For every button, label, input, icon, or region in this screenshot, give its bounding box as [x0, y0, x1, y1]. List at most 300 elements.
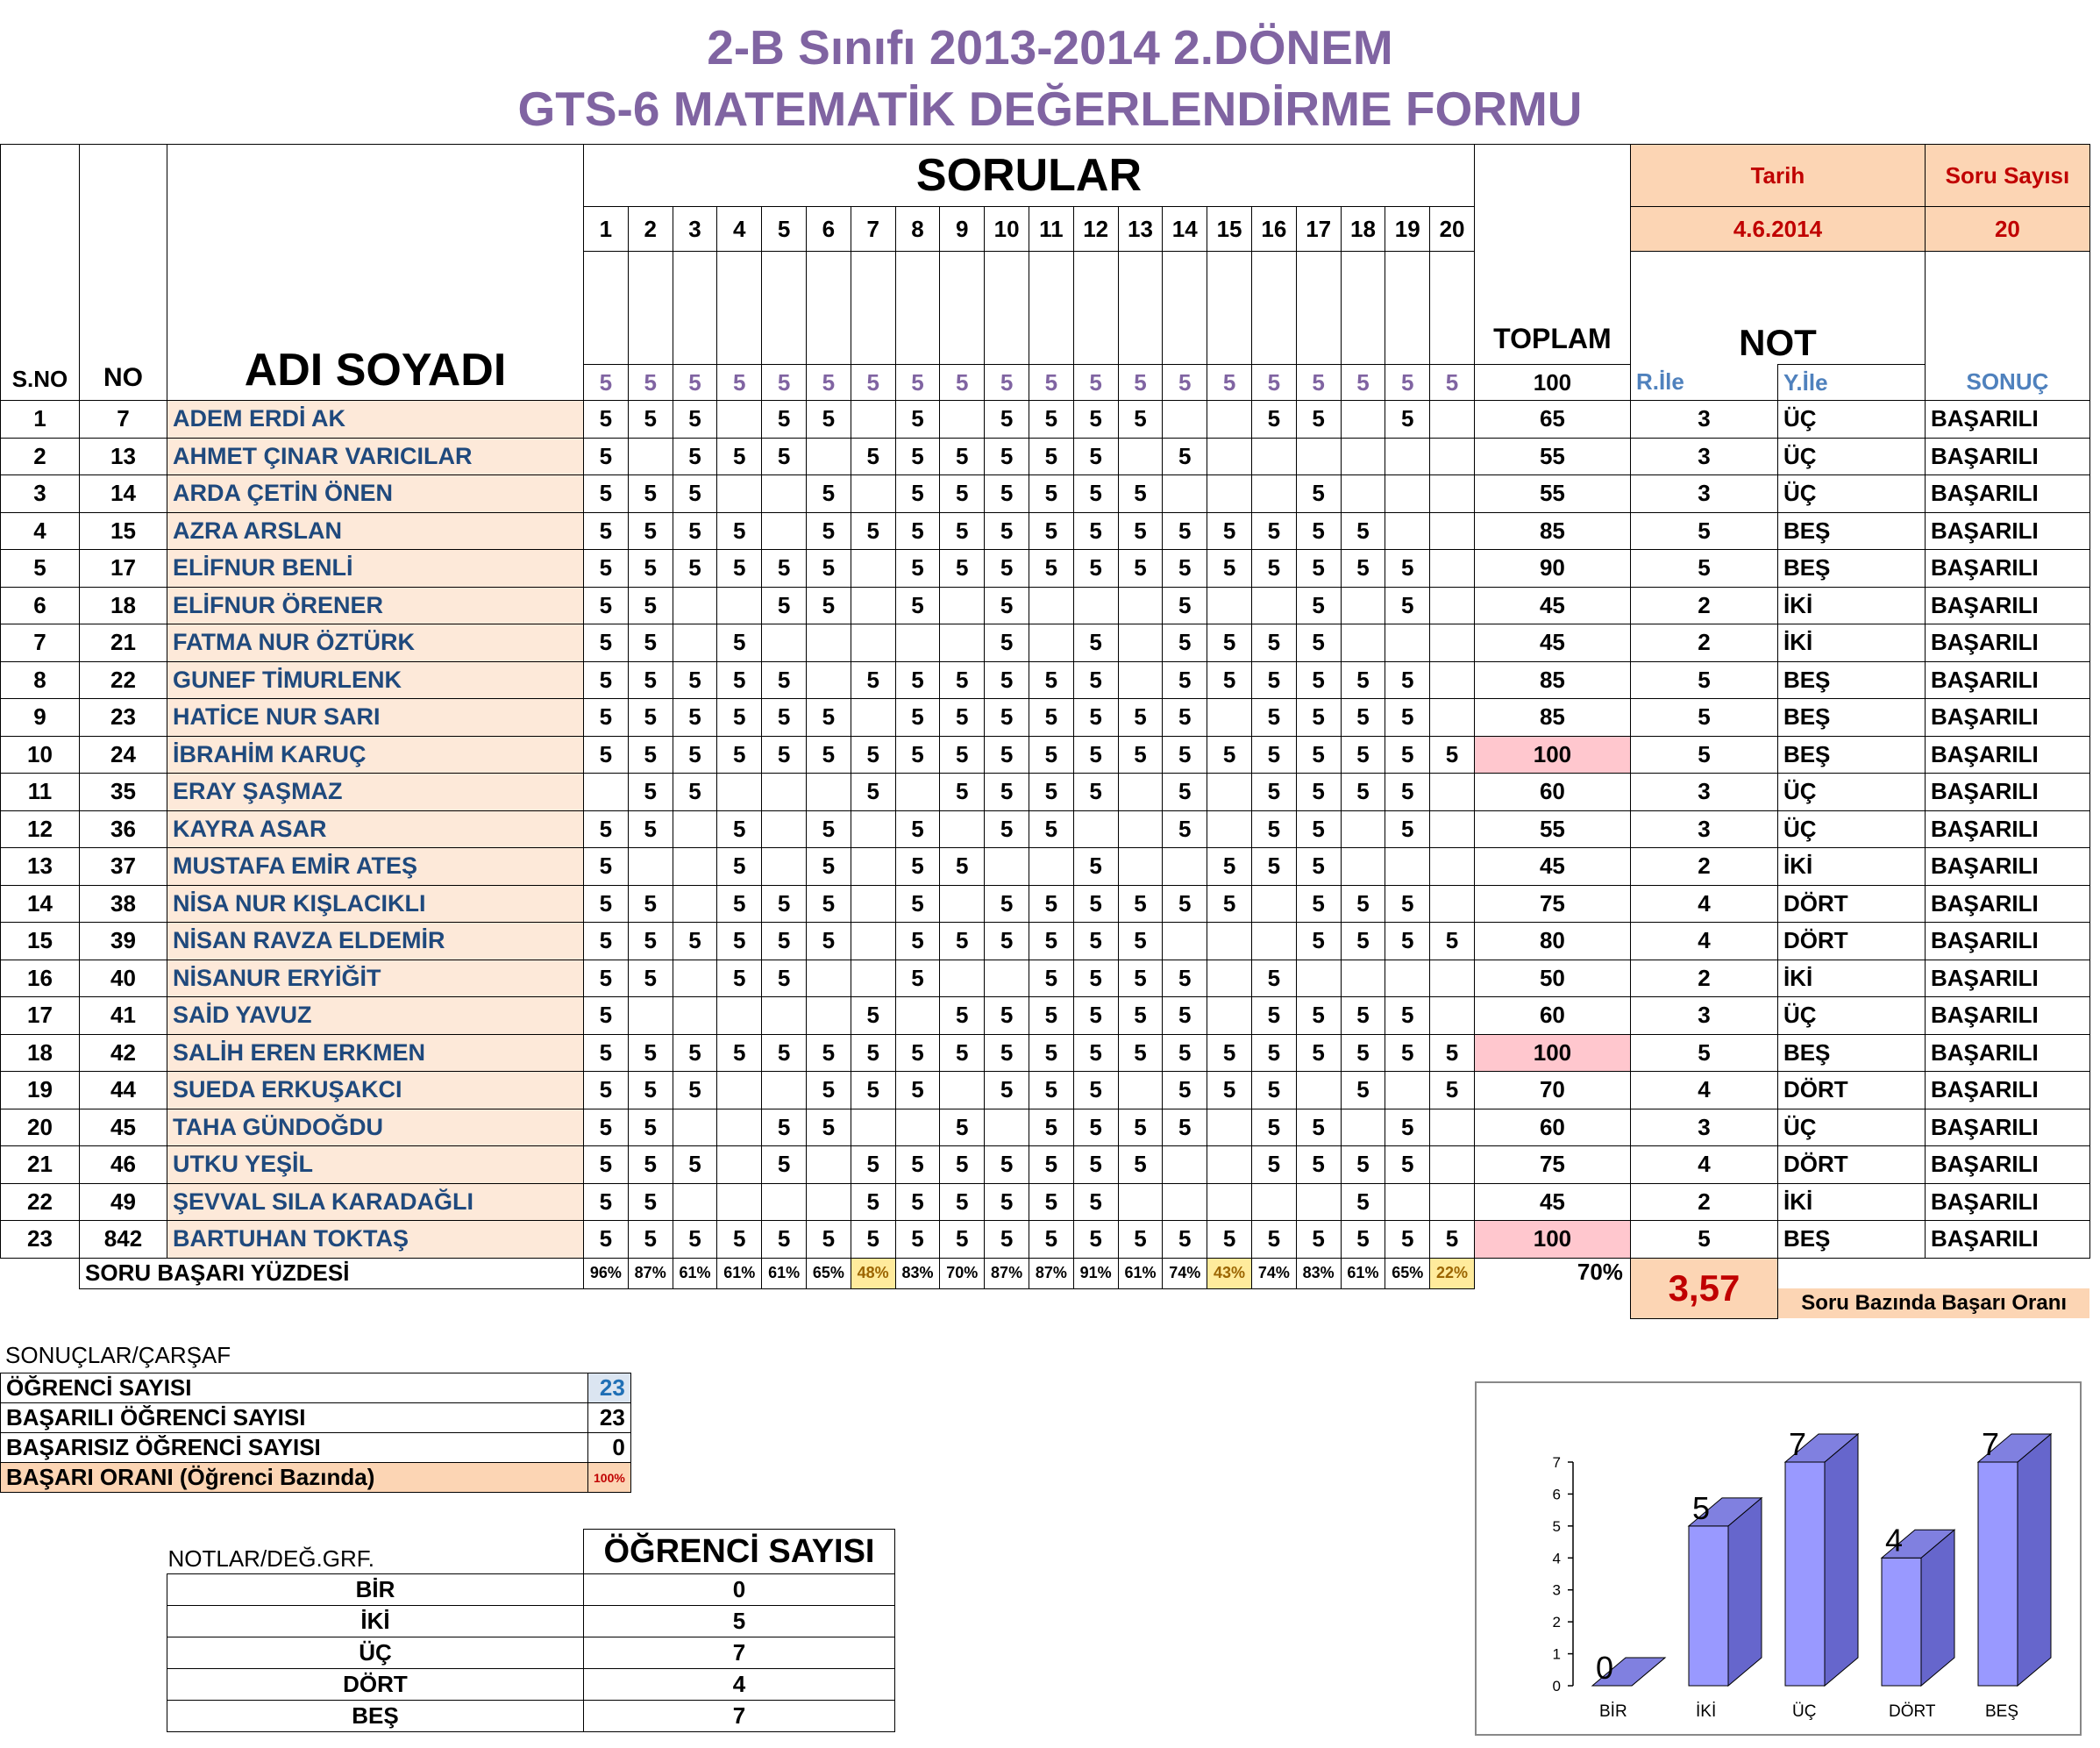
row-score: 5: [1118, 923, 1163, 960]
row-score: [673, 624, 717, 662]
row-score: [1341, 960, 1385, 997]
row-score: [717, 475, 762, 513]
row-score: [1251, 438, 1296, 475]
table-row: [1, 587, 2090, 624]
row-result: BAŞARILI: [1925, 401, 2089, 439]
row-no: 24: [80, 736, 167, 774]
header-blank: [1925, 252, 2089, 365]
row-score: 5: [1296, 661, 1341, 699]
row-name: ELİFNUR BENLİ: [167, 550, 584, 588]
row-result: BAŞARILI: [1925, 587, 2089, 624]
row-score: 5: [940, 736, 985, 774]
row-score: 5: [940, 1109, 985, 1146]
row-result: BAŞARILI: [1925, 1183, 2089, 1221]
row-y-grade: BEŞ: [1777, 736, 1925, 774]
row-score: 5: [1207, 624, 1252, 662]
row-score: 5: [1029, 550, 1073, 588]
row-score: [940, 624, 985, 662]
row-sno: 18: [1, 1034, 80, 1072]
row-score: 5: [1251, 810, 1296, 848]
row-score: 5: [940, 1221, 985, 1259]
table-row: [1, 550, 2090, 588]
row-score: 5: [1341, 512, 1385, 550]
row-score: 5: [1296, 736, 1341, 774]
row-score: 5: [1385, 810, 1430, 848]
row-total: 100: [1474, 736, 1630, 774]
row-sno: 22: [1, 1183, 80, 1221]
row-score: [1430, 661, 1475, 699]
row-score: 5: [762, 960, 807, 997]
question-points: 5: [1118, 365, 1163, 401]
grade-count: 7: [584, 1701, 895, 1732]
row-score: 5: [1118, 1109, 1163, 1146]
row-r-grade: 3: [1630, 774, 1777, 811]
row-score: 5: [1073, 699, 1118, 737]
row-no: 23: [80, 699, 167, 737]
category-label: İKİ: [1696, 1702, 1717, 1721]
row-score: 5: [985, 512, 1029, 550]
row-score: 5: [806, 512, 851, 550]
row-score: 5: [1073, 960, 1118, 997]
bar-value-label: 4: [1884, 1522, 1904, 1559]
row-score: 5: [1341, 885, 1385, 923]
row-score: 5: [940, 1146, 985, 1184]
table-row: [1, 810, 2090, 848]
row-score: [806, 438, 851, 475]
row-score: 5: [1341, 736, 1385, 774]
row-score: [1430, 1183, 1475, 1221]
row-score: 5: [1118, 401, 1163, 439]
row-score: [895, 624, 940, 662]
row-total: 45: [1474, 1183, 1630, 1221]
row-score: 5: [851, 1221, 895, 1259]
category-label: ÜÇ: [1792, 1702, 1817, 1721]
row-result: BAŞARILI: [1925, 1072, 2089, 1109]
row-score: 5: [628, 1072, 673, 1109]
bar-front: [1785, 1462, 1825, 1686]
question-number: 1: [584, 207, 629, 252]
question-number: 12: [1073, 207, 1118, 252]
row-score: 5: [1163, 1221, 1207, 1259]
row-total: 60: [1474, 774, 1630, 811]
row-score: 5: [1029, 997, 1073, 1035]
row-score: 5: [1296, 810, 1341, 848]
row-score: 5: [895, 736, 940, 774]
row-score: 5: [762, 401, 807, 439]
y-tick-label: 6: [1552, 1486, 1561, 1503]
grades-label: NOTLAR/DEĞ.GRF.: [167, 1530, 584, 1574]
row-score: 5: [1341, 550, 1385, 588]
row-score: 5: [1207, 1072, 1252, 1109]
row-sno: 17: [1, 997, 80, 1035]
row-score: 5: [717, 885, 762, 923]
row-score: [1430, 1146, 1475, 1184]
question-blank: [673, 252, 717, 365]
row-name: TAHA GÜNDOĞDU: [167, 1109, 584, 1146]
question-points: 5: [1207, 365, 1252, 401]
question-success-pct: 74%: [1251, 1258, 1296, 1288]
grade-name: BEŞ: [167, 1701, 584, 1732]
question-success-pct: 83%: [895, 1258, 940, 1288]
row-score: [1207, 923, 1252, 960]
row-score: 5: [1385, 1221, 1430, 1259]
table-row: [1, 512, 2090, 550]
row-sno: 5: [1, 550, 80, 588]
row-score: [1430, 438, 1475, 475]
question-success-pct: 74%: [1163, 1258, 1207, 1288]
row-score: 5: [895, 401, 940, 439]
table-row: [1, 736, 2090, 774]
summary-row: [1, 1373, 631, 1403]
row-y-grade: İKİ: [1777, 1183, 1925, 1221]
row-score: 5: [717, 661, 762, 699]
row-score: 5: [1207, 848, 1252, 886]
row-score: [851, 885, 895, 923]
header-no: NO: [80, 145, 167, 401]
row-score: [1430, 774, 1475, 811]
row-score: 5: [1073, 848, 1118, 886]
row-score: 5: [1163, 774, 1207, 811]
row-score: 5: [584, 1221, 629, 1259]
row-score: [1341, 624, 1385, 662]
row-score: 5: [1029, 1221, 1073, 1259]
row-score: 5: [1073, 1072, 1118, 1109]
row-score: 5: [584, 438, 629, 475]
row-score: [1207, 401, 1252, 439]
bar-side: [1728, 1498, 1762, 1686]
row-score: 5: [985, 438, 1029, 475]
row-score: 5: [1073, 1034, 1118, 1072]
row-score: 5: [1296, 699, 1341, 737]
row-score: [1430, 587, 1475, 624]
row-score: [1430, 401, 1475, 439]
question-number: 16: [1251, 207, 1296, 252]
summary-value: 0: [588, 1433, 631, 1463]
grade-name: İKİ: [167, 1606, 584, 1637]
row-score: 5: [628, 810, 673, 848]
row-score: 5: [584, 1146, 629, 1184]
y-tick-label: 1: [1552, 1645, 1561, 1663]
row-score: [851, 810, 895, 848]
y-tick-label: 4: [1552, 1550, 1561, 1567]
row-score: 5: [1385, 661, 1430, 699]
row-score: 5: [1073, 512, 1118, 550]
question-number: 10: [985, 207, 1029, 252]
row-score: [673, 587, 717, 624]
grade-name: BİR: [167, 1574, 584, 1606]
table-row: [1, 401, 2090, 439]
row-no: 49: [80, 1183, 167, 1221]
row-score: 5: [673, 736, 717, 774]
row-score: [1430, 699, 1475, 737]
summary-value: 23: [588, 1403, 631, 1433]
row-score: 5: [584, 997, 629, 1035]
row-result: BAŞARILI: [1925, 699, 2089, 737]
question-blank: [806, 252, 851, 365]
grade-chart-svg: [1477, 1383, 2080, 1734]
row-score: 5: [762, 438, 807, 475]
question-number: 4: [717, 207, 762, 252]
grade-count: 7: [584, 1637, 895, 1669]
row-score: 5: [985, 1183, 1029, 1221]
row-score: 5: [628, 923, 673, 960]
question-count-value: 20: [1925, 207, 2089, 252]
row-score: 5: [1251, 960, 1296, 997]
row-score: 5: [806, 810, 851, 848]
row-score: 5: [673, 550, 717, 588]
question-number: 19: [1385, 207, 1430, 252]
row-score: [762, 1072, 807, 1109]
row-score: [1207, 1109, 1252, 1146]
row-total: 70: [1474, 1072, 1630, 1109]
row-score: [806, 1183, 851, 1221]
row-sno: 12: [1, 810, 80, 848]
row-no: 15: [80, 512, 167, 550]
question-blank: [1251, 252, 1296, 365]
row-score: [1296, 960, 1341, 997]
row-score: 5: [1029, 1109, 1073, 1146]
row-score: 5: [851, 1146, 895, 1184]
row-score: [806, 661, 851, 699]
row-sno: 9: [1, 699, 80, 737]
question-points: 5: [1296, 365, 1341, 401]
row-score: 5: [1341, 774, 1385, 811]
row-score: 5: [1251, 1034, 1296, 1072]
row-score: 5: [1118, 960, 1163, 997]
row-score: 5: [806, 475, 851, 513]
row-score: [851, 624, 895, 662]
row-score: 5: [1385, 885, 1430, 923]
row-result: BAŞARILI: [1925, 438, 2089, 475]
row-score: 5: [1073, 885, 1118, 923]
row-score: 5: [584, 661, 629, 699]
question-number: 18: [1341, 207, 1385, 252]
row-score: 5: [1341, 699, 1385, 737]
question-blank: [940, 252, 985, 365]
row-score: 5: [806, 401, 851, 439]
row-result: BAŞARILI: [1925, 810, 2089, 848]
row-score: 5: [1385, 587, 1430, 624]
row-score: 5: [1296, 1034, 1341, 1072]
row-score: 5: [895, 885, 940, 923]
row-y-grade: İKİ: [1777, 848, 1925, 886]
row-score: 5: [1073, 997, 1118, 1035]
question-points: 5: [628, 365, 673, 401]
row-score: [1430, 1109, 1475, 1146]
row-score: 5: [1073, 401, 1118, 439]
summary-row: [1, 1433, 631, 1463]
row-score: 5: [1118, 736, 1163, 774]
row-score: 5: [1341, 1221, 1385, 1259]
grade-row: [167, 1574, 895, 1606]
y-tick-label: 0: [1552, 1678, 1561, 1694]
row-score: 5: [584, 923, 629, 960]
row-total: 90: [1474, 550, 1630, 588]
row-score: 5: [851, 661, 895, 699]
row-score: 5: [1385, 736, 1430, 774]
question-success-pct: 61%: [1341, 1258, 1385, 1288]
row-r-grade: 2: [1630, 587, 1777, 624]
row-score: 5: [584, 848, 629, 886]
row-score: 5: [717, 736, 762, 774]
row-score: [1430, 550, 1475, 588]
row-name: KAYRA ASAR: [167, 810, 584, 848]
header-name: ADI SOYADI: [167, 145, 584, 401]
row-score: 5: [1251, 848, 1296, 886]
row-score: 5: [1296, 550, 1341, 588]
question-blank: [851, 252, 895, 365]
row-score: 5: [717, 960, 762, 997]
row-score: [762, 810, 807, 848]
row-score: 5: [628, 885, 673, 923]
summary-row: [1, 1463, 631, 1493]
row-r-grade: 5: [1630, 736, 1777, 774]
row-score: 5: [717, 550, 762, 588]
row-total: 75: [1474, 885, 1630, 923]
row-score: 5: [1296, 512, 1341, 550]
table-row: [1, 960, 2090, 997]
question-success-pct: 83%: [1296, 1258, 1341, 1288]
row-score: [673, 997, 717, 1035]
row-score: [1163, 1183, 1207, 1221]
row-score: 5: [762, 736, 807, 774]
row-score: [1385, 1183, 1430, 1221]
row-score: 5: [806, 736, 851, 774]
row-r-grade: 4: [1630, 923, 1777, 960]
row-no: 42: [80, 1034, 167, 1072]
row-score: [1385, 624, 1430, 662]
overall-pct: 70%: [1577, 1258, 1623, 1285]
row-score: 5: [1118, 1146, 1163, 1184]
row-score: [940, 401, 985, 439]
row-total: 75: [1474, 1146, 1630, 1184]
row-score: 5: [1385, 401, 1430, 439]
summary-value: 23: [588, 1373, 631, 1403]
row-score: 5: [1073, 550, 1118, 588]
row-score: [717, 774, 762, 811]
row-no: 22: [80, 661, 167, 699]
footer-blank: [1777, 1258, 2089, 1288]
row-score: 5: [1385, 1109, 1430, 1146]
row-r-grade: 5: [1630, 661, 1777, 699]
row-score: [1385, 1072, 1430, 1109]
row-score: 5: [1296, 1146, 1341, 1184]
row-score: 5: [673, 1034, 717, 1072]
row-score: 5: [1029, 774, 1073, 811]
row-score: 5: [985, 1072, 1029, 1109]
row-score: 5: [1118, 475, 1163, 513]
row-score: 5: [1073, 1109, 1118, 1146]
row-result: BAŞARILI: [1925, 997, 2089, 1035]
row-score: [673, 810, 717, 848]
row-score: [940, 1072, 985, 1109]
grade-count: 4: [584, 1669, 895, 1701]
row-score: 5: [1029, 661, 1073, 699]
question-success-pct: 61%: [673, 1258, 717, 1288]
question-number: 2: [628, 207, 673, 252]
row-score: 5: [1341, 997, 1385, 1035]
row-score: 5: [940, 550, 985, 588]
row-score: 5: [895, 810, 940, 848]
row-score: 5: [628, 699, 673, 737]
row-score: 5: [1118, 1221, 1163, 1259]
row-score: 5: [1430, 1072, 1475, 1109]
row-score: 5: [628, 624, 673, 662]
y-tick-label: 7: [1552, 1454, 1561, 1471]
question-points: 5: [584, 365, 629, 401]
row-score: 5: [1296, 885, 1341, 923]
row-r-grade: 2: [1630, 960, 1777, 997]
row-score: 5: [895, 438, 940, 475]
row-score: 5: [895, 1146, 940, 1184]
row-score: 5: [1341, 1146, 1385, 1184]
row-score: 5: [1251, 512, 1296, 550]
row-score: [762, 774, 807, 811]
grade-distribution-table: [167, 1529, 895, 1732]
row-score: [985, 1109, 1029, 1146]
table-row: [1, 1109, 2090, 1146]
row-score: 5: [1118, 1034, 1163, 1072]
row-score: [1430, 848, 1475, 886]
row-score: 5: [940, 923, 985, 960]
row-name: MUSTAFA EMİR ATEŞ: [167, 848, 584, 886]
question-blank: [1430, 252, 1475, 365]
row-score: [1430, 997, 1475, 1035]
row-name: ERAY ŞAŞMAZ: [167, 774, 584, 811]
row-score: 5: [895, 1034, 940, 1072]
bar-front: [1882, 1558, 1921, 1686]
row-y-grade: ÜÇ: [1777, 438, 1925, 475]
row-y-grade: ÜÇ: [1777, 401, 1925, 439]
row-score: [1251, 885, 1296, 923]
row-score: 5: [673, 1221, 717, 1259]
row-r-grade: 4: [1630, 885, 1777, 923]
row-score: [1029, 848, 1073, 886]
row-score: [1341, 587, 1385, 624]
row-score: 5: [628, 774, 673, 811]
row-score: 5: [1073, 1146, 1118, 1184]
row-score: [895, 997, 940, 1035]
question-blank: [1029, 252, 1073, 365]
row-score: 5: [1251, 1109, 1296, 1146]
row-score: 5: [584, 475, 629, 513]
row-score: [1430, 624, 1475, 662]
row-score: 5: [1296, 624, 1341, 662]
row-total: 55: [1474, 438, 1630, 475]
row-score: 5: [806, 587, 851, 624]
row-sno: 11: [1, 774, 80, 811]
row-y-grade: DÖRT: [1777, 885, 1925, 923]
row-score: 5: [806, 923, 851, 960]
row-score: 5: [628, 550, 673, 588]
summary-row: [1, 1403, 631, 1433]
summary-label: BAŞARI ORANI (Öğrenci Bazında): [1, 1463, 588, 1493]
summary-title: SONUÇLAR/ÇARŞAF: [5, 1342, 231, 1368]
table-row: [1, 923, 2090, 960]
table-row: [1, 624, 2090, 662]
row-score: 5: [1073, 774, 1118, 811]
row-score: 5: [673, 661, 717, 699]
row-score: 5: [717, 848, 762, 886]
table-row: [1, 1034, 2090, 1072]
row-y-grade: ÜÇ: [1777, 1109, 1925, 1146]
row-score: 5: [1029, 736, 1073, 774]
question-points: 5: [806, 365, 851, 401]
row-result: BAŞARILI: [1925, 550, 2089, 588]
table-row: [1, 438, 2090, 475]
row-score: 5: [1251, 1221, 1296, 1259]
row-score: 5: [806, 1072, 851, 1109]
